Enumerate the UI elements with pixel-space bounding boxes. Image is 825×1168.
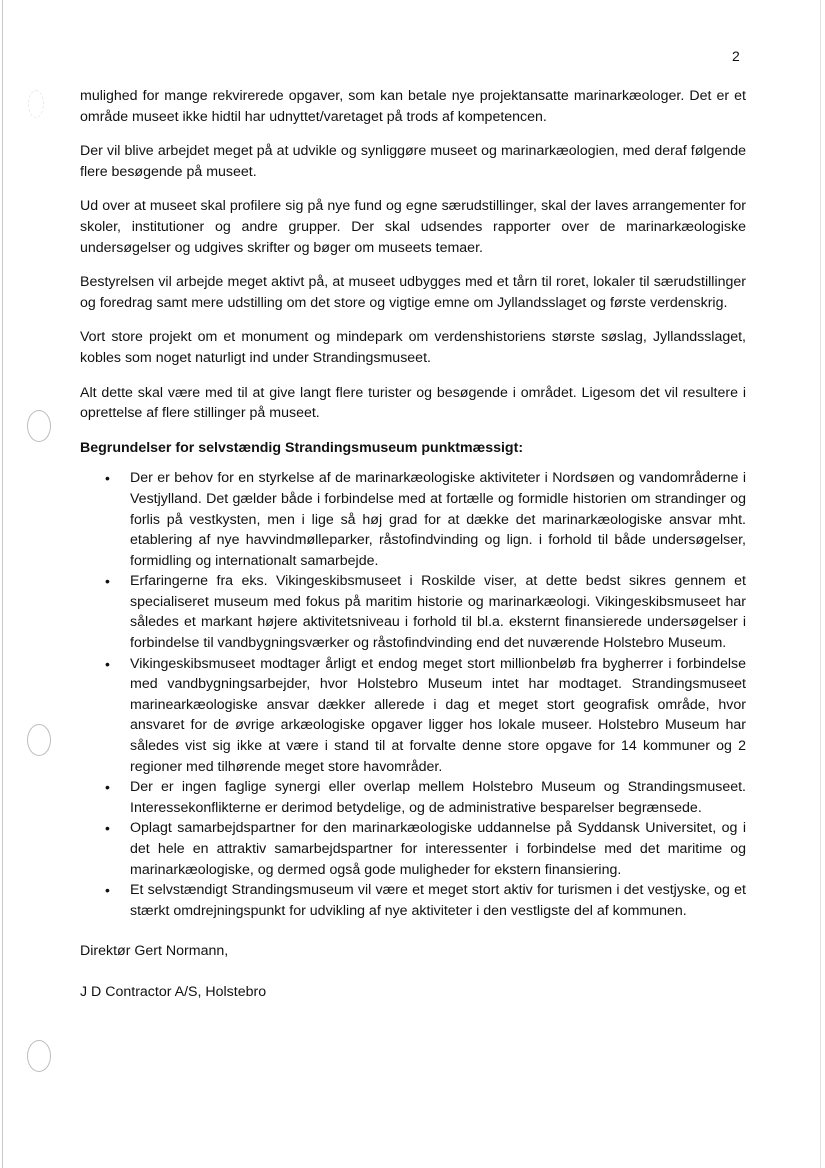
document-body xyxy=(80,86,746,1023)
signature-block xyxy=(80,941,746,1002)
punch-hole-4 xyxy=(27,1040,51,1072)
bullet-list xyxy=(80,468,746,921)
paragraph-4: Bestyrelsen vil arbejde meget aktivt på, at museet udbygges med et tårn til roret, lokaler til særudstillinger og foredrag samt mere udstilling om det store og vigtige emne om Jyllandsslaget og første verdenskrig. xyxy=(80,274,746,311)
paragraph-1: mulighed for mange rekvirerede opgaver, som kan betale nye projektansatte marinarkæologer. Det er et område museet ikke hidtil har udnyttet/varetaget på trods af kompetencen. xyxy=(80,88,746,125)
signature-name: Direktør Gert Normann, xyxy=(80,943,229,960)
paragraph-6: Alt dette skal være med til at give langt flere turister og besøgende i området. Ligesom det vil resultere i oprettelse af flere stillinger på museet. xyxy=(80,384,746,422)
page-number: 2 xyxy=(732,48,740,64)
paragraph-3: Ud over at museet skal profilere sig på nye fund og egne særudstillinger, skal der laves arrangementer for skoler, institutioner og andre grupper. Der skal udsendes rapporter over de marinarkæologiske undersøgelser og udgives skrifter og bøger om museets temaer. xyxy=(80,198,746,256)
bullet-dot-icon: • xyxy=(105,470,110,487)
bullet-item-1 xyxy=(105,468,746,571)
bullet-text: Der er ingen faglige synergi eller overlap mellem Holstebro Museum og Strandingsmuseet. Interessekonflikterne er derimod betydelige, og de administrative besparelser begrænsede. xyxy=(130,779,746,816)
bullet-text: Et selvstændigt Strandingsmuseum vil være et meget stort aktiv for turismen i det vestjyske, og et stærkt omdrejningspunkt for udvikling af nye aktiviteter i den vestligste del af kommunen. xyxy=(130,882,746,919)
bullet-dot-icon: • xyxy=(105,779,110,796)
bullet-text: Oplagt samarbejdspartner for den marinarkæologiske uddannelse på Syddansk Universitet, og i det hele en attraktiv samarbejdspartner for interessenter i forbindelse med det maritime og marinarkæologiske, og dermed også gode muligheder for ekstern finansiering. xyxy=(130,820,746,878)
bullet-dot-icon: • xyxy=(105,882,110,899)
bullet-item-4 xyxy=(105,777,746,818)
bullet-text: Vikingeskibsmuseet modtager årligt et endog meget stort millionbeløb fra bygherrer i forbindelse med vandbygningsarbejder, hvor Holstebro Museum intet har modtaget. Strandingsmuseet marinearkæologiske ansvar dækker allerede i dag et meget stort geografisk område, hvor ansvaret for de øvrige arkæologiske opgaver ligger hos lokale museer. Holstebro Museum har således vist sig ikke at være i stand til at forvalte denne store opgave for 14 kommuner og 2 regioner med tilhørende meget store havområder. xyxy=(130,655,746,775)
bullet-dot-icon: • xyxy=(105,655,110,672)
punch-hole-1 xyxy=(28,90,44,118)
signature-company: J D Contractor A/S, Holstebro xyxy=(80,983,267,1000)
bullet-item-2 xyxy=(105,571,746,653)
bullet-dot-icon: • xyxy=(105,573,110,590)
bullet-dot-icon: • xyxy=(105,820,110,837)
page-right-edge xyxy=(820,0,821,1168)
page-edge-line xyxy=(2,0,3,1168)
paragraph-5: Vort store projekt om et monument og mindepark om verdenshistoriens største søslag, Jyllandsslaget, kobles som noget naturligt ind under Strandingsmuseet. xyxy=(80,329,746,366)
paragraph-2: Der vil blive arbejdet meget på at udvikle og synliggøre museet og marinarkæologien, med deraf følgende flere besøgende på museet. xyxy=(80,143,746,180)
bullet-item-5 xyxy=(105,818,746,880)
bullet-item-6 xyxy=(105,880,746,921)
bullet-item-3 xyxy=(105,654,746,778)
punch-hole-2 xyxy=(27,410,51,442)
section-heading: Begrundelser for selvstændig Strandingsmuseum punktmæssigt: xyxy=(80,439,524,456)
bullet-text: Der er behov for en styrkelse af de marinarkæologiske aktiviteter i Nordsøen og vandområderne i Vestjylland. Det gælder både i forbindelse med at fortælle og formidle historien om strandinger og forlis på vestkysten, men i lige så høj grad for at dække det marinarkæologiske ansvar mht. etablering af nye havvindmølleparker, råstofindvinding og lign. i forhold til både undersøgelser, formidling og internationalt samarbejde. xyxy=(130,470,746,569)
punch-hole-3 xyxy=(27,724,51,756)
bullet-text: Erfaringerne fra eks. Vikingeskibsmuseet i Roskilde viser, at dette bedst sikres gennem et specialiseret museum med fokus på maritim historie og marinarkæologi. Vikingeskibsmuseet har således et markant højere aktivitetsniveau i forhold til bl.a. eksternt finansierede undersøgelser i forbindelse til vandbygningsværker og råstofindvinding end det nuværende Holstebro Museum. xyxy=(130,573,746,652)
